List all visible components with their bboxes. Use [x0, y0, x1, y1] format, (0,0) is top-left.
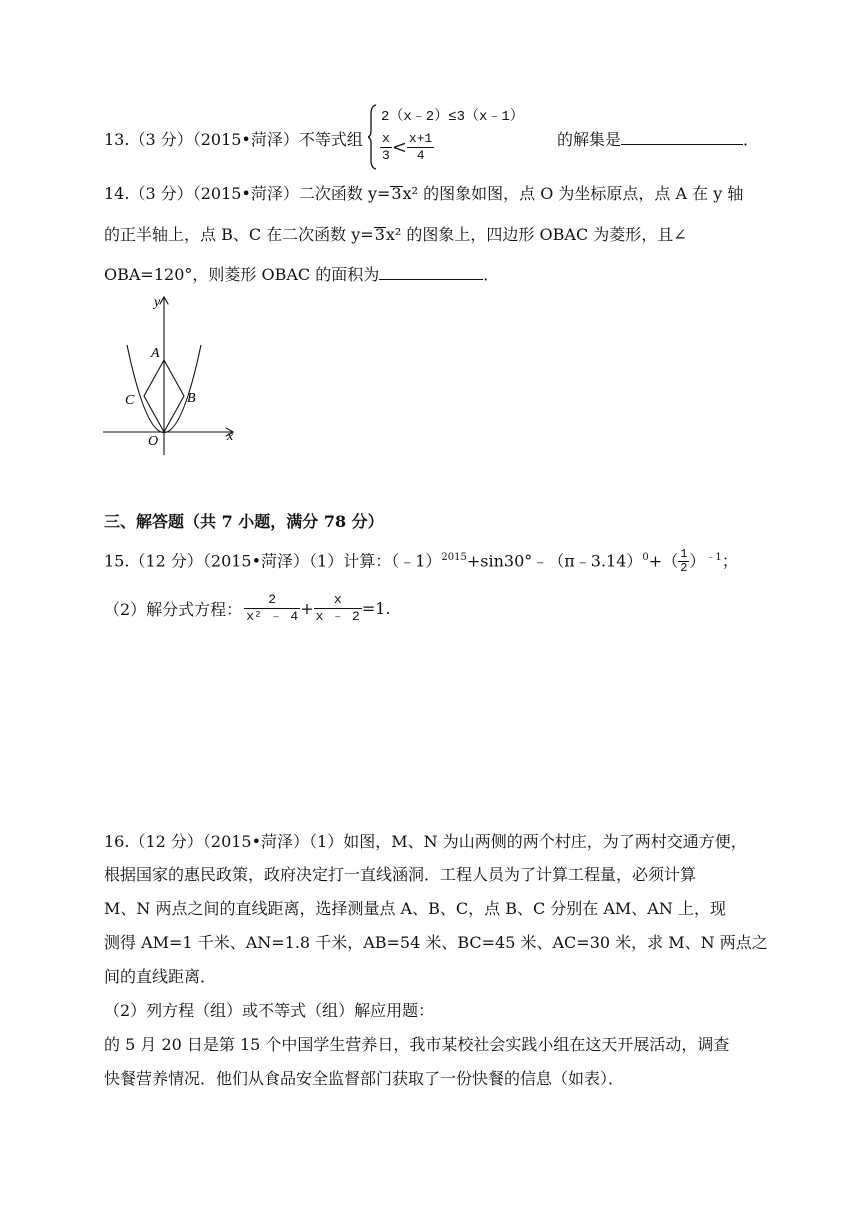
answer-blank: [621, 130, 743, 145]
q16-line: 快餐营养情况．他们从食品安全监督部门获取了一份快餐的信息（如表）．: [104, 1069, 625, 1088]
q14-line-3: OBA=120°，则菱形 OBAC 的面积为 ．: [104, 265, 500, 284]
system-brace: [368, 104, 378, 170]
q13-fraction-x1-over-4: $\frac{x+1}{4}$: [408, 131, 433, 163]
fraction-x-over-x-2: $\frac{x}{x ﹣ 2}$: [315, 592, 360, 624]
label-A: A: [151, 346, 160, 361]
q16-line: 16.（12 分）（2015•菏泽）（1）如图，M、N 为山两侧的两个村庄，为了两村交通方便，: [104, 832, 747, 851]
label-B: B: [187, 391, 196, 406]
q13-prefix: 13.（3 分）（2015•菏泽）不等式组: [104, 130, 363, 149]
q14-line-2: 的正半轴上，点 B、C 在二次函数 y=3x² 的图象上，四边形 OBAC 为菱形，且∠: [104, 225, 687, 244]
q13-less-than: <: [391, 137, 407, 158]
q16-line: M、N 两点之间的直线距离，选择测量点 A、B、C，点 B、C 分别在 AM、AN 上，现: [104, 899, 726, 918]
fraction-2-over-x2-4: $\frac{2}{\text{x² ﹣ 4}}$: [246, 592, 299, 624]
answer-blank: [379, 265, 483, 280]
label-x: x: [227, 429, 234, 444]
q16-line: 测得 AM=1 千米、AN=1.8 千米，AB=54 米、BC=45 米、AC=30 米，求 M、N 两点之: [104, 933, 768, 952]
q15-part-2: （2）解分式方程： $\frac{2}{\text{x² ﹣ 4}}$ + $\frac{x}{x ﹣ 2}$ =1.: [104, 592, 391, 624]
label-O: O: [148, 434, 159, 449]
q13-fraction-x-over-3: $\frac{x}{3}$: [382, 131, 390, 163]
label-y: y: [154, 295, 161, 310]
parabola-rhombus-figure: [100, 290, 245, 460]
q16-line: 间的直线距离．: [104, 967, 217, 986]
q16-line: 的 5 月 20 日是第 15 个中国学生营养日，我市某校社会实践小组在这天开展活动，调查: [104, 1035, 730, 1054]
q13-suffix: 的解集是 ．: [557, 130, 760, 149]
q13-inequality-2: [380, 131, 434, 164]
q16-line: （2）列方程（组）或不等式（组）解应用题：: [104, 1001, 435, 1020]
label-C: C: [125, 393, 135, 408]
section-heading: 三、解答题（共 7 小题，满分 78 分）: [104, 512, 384, 531]
q14-line-1: 14.（3 分）（2015•菏泽）二次函数 y=3x² 的图象如图，点 O 为坐标原点，点 A 在 y 轴: [104, 184, 744, 203]
sqrt-3: 3: [391, 184, 402, 203]
fraction-one-half: $\frac{1}{2}$: [680, 547, 688, 576]
q16-line: 根据国家的惠民政策，政府决定打一直线涵洞．工程人员为了计算工程量，必须计算: [104, 865, 697, 884]
q13-inequality-1: 2（x﹣2）≤3（x﹣1）: [381, 109, 524, 125]
q15-part-1: 15.（12 分）（2015•菏泽）（1）计算：（﹣1）$^{2015}$+sin30°﹣（π﹣3.14）$^0$+（ $\frac{1}{2}$ ）$^{﹣1}$；: [104, 547, 738, 576]
sqrt-3: 3: [374, 225, 385, 244]
